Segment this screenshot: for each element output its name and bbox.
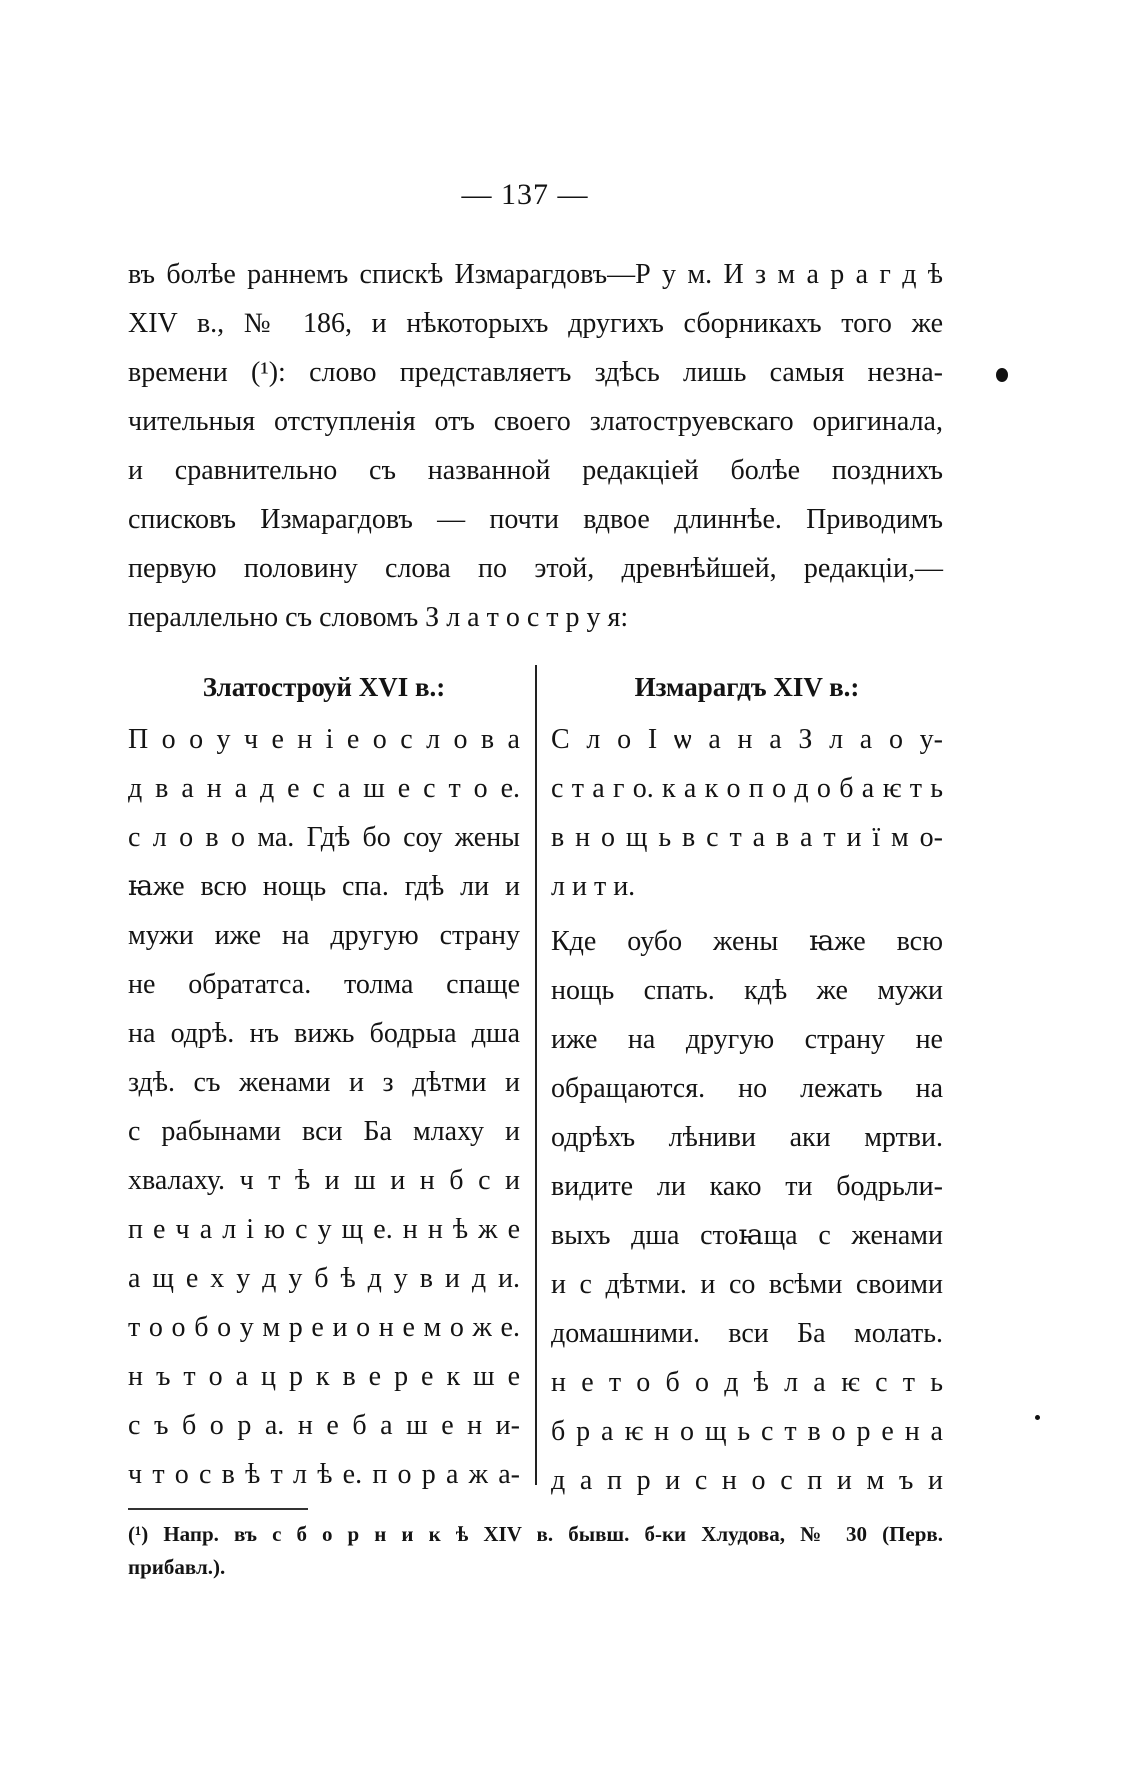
parallel-columns xyxy=(128,665,943,1495)
intro-line: пераллельно съ словомъ З л а т о с т р у я: xyxy=(128,602,629,633)
intro-line: XIV в., № 186, и нѣкоторыхъ другихъ сборникахъ того же xyxy=(128,308,943,339)
text-line: с рабынами вси Ба млаху и xyxy=(128,1116,520,1147)
intro-line: чительныя отступленія отъ своего златоструевскаго оригинала, xyxy=(128,406,943,437)
text-line: и с дѣтми. и со всѣми своими xyxy=(551,1269,943,1300)
footnote-rule xyxy=(128,1508,308,1510)
text-line: н ъ т о а ц р к в е р е к ш е xyxy=(128,1361,520,1392)
text-line: П о о у ч е н і е о с л о в а xyxy=(128,724,520,755)
intro-line: первую половину слова по этой, древнѣйшей, редакціи,— xyxy=(128,553,943,584)
right-column-paragraph-2 xyxy=(551,917,943,1505)
text-line: в н о щ ь в с т а в а т и ї м о- xyxy=(551,822,943,853)
page-number: — 137 — xyxy=(461,178,589,211)
text-line: б р а ѥ н о щ ь с т в о р е н а xyxy=(551,1416,943,1447)
text-line: С л о І ѡ а н а З л а о у- xyxy=(551,724,943,755)
right-column-paragraph-1 xyxy=(551,715,943,911)
text-line: мужи иже на другую страну xyxy=(128,920,520,951)
text-line: домашними. вси Ба молать. xyxy=(551,1318,943,1349)
text-line: а щ е х у д у б ѣ д у в и д и. xyxy=(128,1263,520,1294)
left-column xyxy=(128,665,520,1499)
text-line: л и т и. xyxy=(551,871,636,902)
text-line: т о о б о у м р е и о н е м о ж е. xyxy=(128,1312,520,1343)
ink-speck xyxy=(1035,1415,1040,1420)
intro-line: списковъ Измарагдовъ — почти вдвое длиннѣе. Приводимъ xyxy=(128,504,943,535)
intro-paragraph xyxy=(128,250,943,642)
text-line: п е ч а л і ю с у щ е. н н ѣ ж е xyxy=(128,1214,520,1245)
intro-line: и сравнительно съ названной редакціей болѣе позднихъ xyxy=(128,455,943,486)
ink-speck xyxy=(996,368,1008,382)
text-line: ꙗже всю нощь спа. гдѣ ли и xyxy=(128,871,520,902)
footnote-line: (¹) Напр. въ с б о р н и к ѣ XIV в. бывш. б-ки Хлудова, № 30 (Перв. xyxy=(128,1522,943,1546)
footnote-line: прибавл.). xyxy=(128,1555,226,1579)
text-line: с ъ б о р а. н е б а ш е н и- xyxy=(128,1410,520,1441)
text-line: Кде оубо жены ꙗже всю xyxy=(551,926,943,957)
text-line: здѣ. съ женами и з дѣтми и xyxy=(128,1067,520,1098)
text-line: видите ли како ти бодрьли- xyxy=(551,1171,943,1202)
intro-line: въ болѣе раннемъ спискѣ Измарагдовъ—Р у м. И з м а р а г д ѣ xyxy=(128,259,943,290)
text-line: ч т о с в ѣ т л ѣ е. п о р а ж а- xyxy=(128,1459,520,1490)
left-column-text xyxy=(128,715,520,1499)
text-line: нощь спать. кдѣ же мужи xyxy=(551,975,943,1006)
text-line: на одрѣ. нъ вижь бодрыа дша xyxy=(128,1018,520,1049)
text-line: иже на другую страну не xyxy=(551,1024,943,1055)
text-line: д в а н а д е с а ш е с т о е. xyxy=(128,773,520,804)
text-line: не обрататса. толма спаще xyxy=(128,969,520,1000)
footnote xyxy=(128,1518,943,1584)
text-line: одрѣхъ лѣниви аки мртви. xyxy=(551,1122,943,1153)
text-line: с л о в о ма. Гдѣ бо соу жены xyxy=(128,822,520,853)
text-line: хвалаху. ч т ѣ и ш и н б с и xyxy=(128,1165,520,1196)
left-column-heading: Златострѹй XVI в.: xyxy=(202,672,446,702)
text-line: н е т о б о д ѣ л а ѥ с т ь xyxy=(551,1367,943,1398)
intro-line: времени (¹): слово представляетъ здѣсь лишь самыя незна- xyxy=(128,357,943,388)
text-line: обращаются. но лежать на xyxy=(551,1073,943,1104)
column-divider xyxy=(535,665,537,1485)
text-line: с т а г о. к а к о п о д о б а ѥ т ь xyxy=(551,773,943,804)
right-column xyxy=(551,665,943,1505)
text-line: д а п р и с н о с п и м ъ и xyxy=(551,1465,943,1496)
text-line: выхъ дша стоꙗща с женами xyxy=(551,1220,943,1251)
right-column-heading: Измарагдъ XIV в.: xyxy=(634,672,860,702)
